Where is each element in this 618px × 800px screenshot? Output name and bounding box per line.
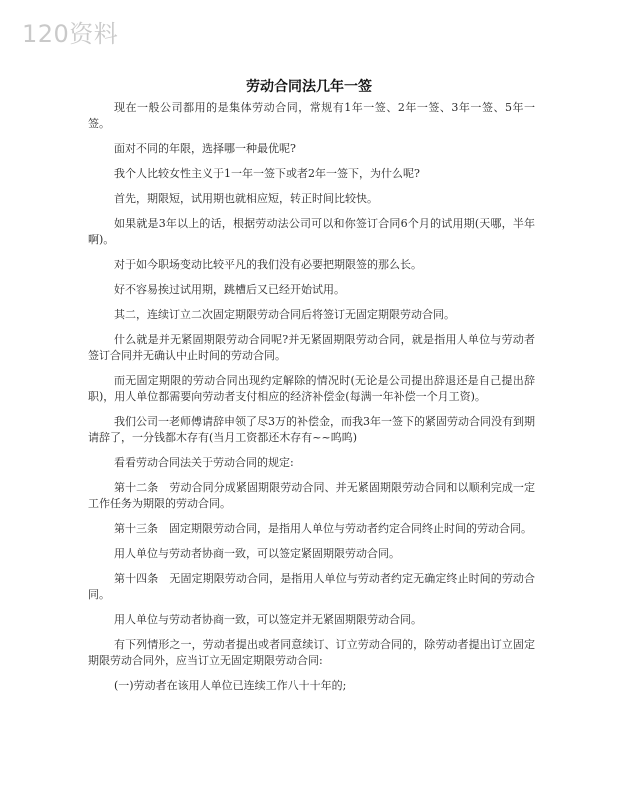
paragraph: 现在一般公司都用的是集体劳动合同，常规有1年一签、2年一签、3年一签、5年一签。 bbox=[88, 101, 535, 130]
paragraph: 对于如今职场变动比较平凡的我们没有必要把期限签的那么长。 bbox=[114, 258, 422, 271]
paragraph: (一)劳动者在该用人单位已连续工作八十十年的; bbox=[114, 679, 347, 692]
paragraph: 第十四条 无固定期限劳动合同，是指用人单位与劳动者约定无确定终止时间的劳动合同。 bbox=[88, 572, 535, 601]
watermark-logo: 120资料 bbox=[22, 20, 119, 48]
paragraph: 好不容易挨过试用期，跳槽后又已经开始试用。 bbox=[114, 283, 345, 296]
paragraph: 看看劳动合同法关于劳动合同的规定: bbox=[114, 456, 294, 469]
paragraph: 什么就是并无紧固期限劳动合同呢?并无紧固期限劳动合同，就是指用人单位与劳动者签订合同并无确认中止时间的劳动合同。 bbox=[88, 333, 535, 362]
paragraph: 如果就是3年以上的话，根据劳动法公司可以和你签订合同6个月的试用期(天哪，半年啊)。 bbox=[88, 217, 535, 246]
paragraph: 其二，连续订立二次固定期限劳动合同后将签订无固定期限劳动合同。 bbox=[114, 308, 455, 321]
paragraph: 第十三条 固定期限劳动合同，是指用人单位与劳动者约定合同终止时间的劳动合同。 bbox=[114, 522, 532, 535]
paragraph: 我个人比较女性主义于1一年一签下或者2年一签下，为什么呢? bbox=[114, 167, 420, 180]
paragraph: 第十二条 劳动合同分成紧固期限劳动合同、并无紧固期限劳动合同和以顺利完成一定工作任务为期限的劳动合同。 bbox=[88, 481, 535, 510]
paragraph: 首先，期限短，试用期也就相应短，转正时间比较快。 bbox=[114, 192, 378, 205]
paragraph: 用人单位与劳动者协商一致，可以签定并无紧固期限劳动合同。 bbox=[114, 613, 422, 626]
paragraph: 有下列情形之一，劳动者提出或者同意续订、订立劳动合同的，除劳动者提出订立固定期限劳动合同外，应当订立无固定期限劳动合同: bbox=[88, 638, 535, 667]
document-body bbox=[88, 100, 535, 703]
paragraph: 用人单位与劳动者协商一致，可以签定紧固期限劳动合同。 bbox=[114, 547, 400, 560]
paragraph: 我们公司一老师傅请辞申领了尽3万的补偿金，而我3年一签下的紧固劳动合同没有到期请辞了，一分钱都木存有(当月工资都还木存有~~呜呜) bbox=[88, 415, 535, 444]
paragraph: 面对不同的年限，选择哪一种最优呢? bbox=[114, 142, 296, 155]
document-title: 劳动合同法几年一签 bbox=[246, 79, 372, 95]
paragraph: 而无固定期限的劳动合同出现约定解除的情况时(无论是公司提出辞退还是自己提出辞职)，用人单位都需要向劳动者支付相应的经济补偿金(每满一年补偿一个月工资)。 bbox=[88, 374, 535, 403]
